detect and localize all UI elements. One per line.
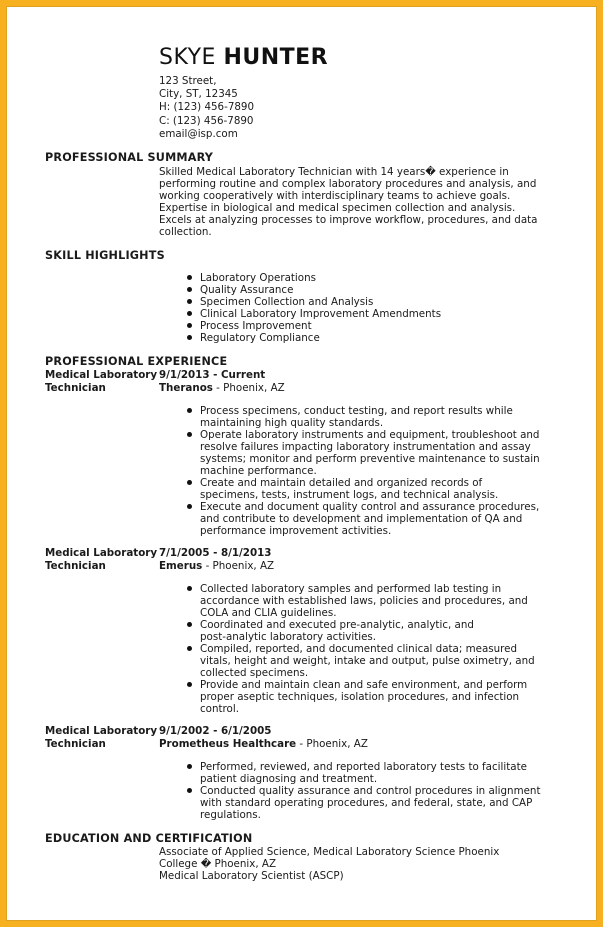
skill-item: Clinical Laboratory Improvement Amendments xyxy=(187,308,441,320)
education-line: Associate of Applied Science, Medical Laboratory Science Phoenix xyxy=(159,846,500,858)
job-bullet: Performed, reviewed, and reported laboratory tests to facilitate patient diagnosing and treatment. xyxy=(187,761,541,785)
skill-item: Specimen Collection and Analysis xyxy=(187,296,441,308)
employer: Emerus xyxy=(159,559,203,572)
first-name: SKYE xyxy=(159,45,216,70)
summary-line: performing routine and complex laboratory procedures and analysis, and xyxy=(159,178,537,190)
job-bullet: Provide and maintain clean and safe environment, and perform proper aseptic techniques, isolation procedures, and infection control. xyxy=(187,679,535,715)
job-bullet: Coordinated and executed pre-analytic, analytic, and post-analytic laboratory activities. xyxy=(187,619,535,643)
job-dates: 9/1/2013 - Current xyxy=(159,369,266,381)
summary-text xyxy=(159,166,559,238)
job-bullet: Collected laboratory samples and performed lab testing in accordance with established laws, policies and procedures, and COLA and CLIA guidelines. xyxy=(187,583,535,619)
job-employer-line xyxy=(159,382,285,395)
employer: Theranos xyxy=(159,381,213,394)
summary-line: working cooperatively with interdisciplinary teams to achieve goals. xyxy=(159,190,511,202)
section-heading-experience: PROFESSIONAL EXPERIENCE xyxy=(45,355,228,368)
skill-item: Laboratory Operations xyxy=(187,272,441,284)
job-title: Medical Laboratory Technician xyxy=(45,725,158,750)
summary-line: Excels at analyzing processes to improve workflow, procedures, and data xyxy=(159,214,538,226)
job-meta xyxy=(159,547,274,572)
job-dates: 9/1/2002 - 6/1/2005 xyxy=(159,725,272,737)
job-bullets xyxy=(187,583,535,715)
job-employer-line xyxy=(159,560,274,573)
city-line: City, ST, 12345 xyxy=(159,88,238,101)
job-bullets xyxy=(187,761,541,821)
job-title: Medical Laboratory Technician xyxy=(45,369,158,394)
section-heading-education: EDUCATION AND CERTIFICATION xyxy=(45,832,253,845)
job-bullets xyxy=(187,405,540,537)
email: email@isp.com xyxy=(159,127,238,140)
education-block xyxy=(159,847,499,882)
job-location: - Phoenix, AZ xyxy=(212,381,285,394)
job-bullet: Create and maintain detailed and organized records of specimens, tests, instrument logs, and technical analysis. xyxy=(187,477,540,501)
job-location: - Phoenix, AZ xyxy=(296,737,368,750)
section-heading-skills: SKILL HIGHLIGHTS xyxy=(45,249,165,262)
home-phone: H: (123) 456-7890 xyxy=(159,101,255,114)
job-meta xyxy=(159,725,368,750)
job-bullet: Execute and document quality control and assurance procedures, and contribute to development and implementation of QA and performance improvement activities. xyxy=(187,501,540,537)
job-bullet: Conducted quality assurance and control procedures in alignment with standard operating procedures, and federal, state, and CAP regulations. xyxy=(187,785,541,821)
skills-list xyxy=(187,272,441,344)
skill-item: Quality Assurance xyxy=(187,284,441,296)
education-line: Medical Laboratory Scientist (ASCP) xyxy=(159,869,344,882)
job-bullet: Operate laboratory instruments and equipment, troubleshoot and resolve failures impacting laboratory instrumentation and assay systems; monitor and perform preventive maintenance to sustain machine performance. xyxy=(187,429,540,477)
job-employer-line xyxy=(159,738,368,751)
job-dates: 7/1/2005 - 8/1/2013 xyxy=(159,547,272,559)
cell-phone: C: (123) 456-7890 xyxy=(159,114,254,127)
last-name: HUNTER xyxy=(223,45,329,70)
candidate-name xyxy=(159,45,328,70)
job-location: - Phoenix, AZ xyxy=(202,559,275,572)
education-line: College � Phoenix, AZ xyxy=(159,857,277,870)
address-line: 123 Street, xyxy=(159,75,217,87)
summary-line: collection. xyxy=(159,226,212,238)
summary-line: Skilled Medical Laboratory Technician with 14 years� experience in xyxy=(159,166,509,178)
employer: Prometheus Healthcare xyxy=(159,737,297,750)
job-meta xyxy=(159,369,285,394)
job-bullet: Process specimens, conduct testing, and report results while maintaining high quality standards. xyxy=(187,405,540,429)
job-bullet: Compiled, reported, and documented clinical data; measured vitals, height and weight, intake and output, pulse oximetry, and collected specimens. xyxy=(187,643,535,679)
skill-item: Process Improvement xyxy=(187,320,441,332)
resume-paper xyxy=(6,6,597,921)
contact-block xyxy=(159,75,254,141)
skill-item: Regulatory Compliance xyxy=(187,332,441,344)
job-title: Medical Laboratory Technician xyxy=(45,547,158,572)
summary-line: Expertise in biological and medical specimen collection and analysis. xyxy=(159,202,516,214)
section-heading-summary: PROFESSIONAL SUMMARY xyxy=(45,151,214,164)
